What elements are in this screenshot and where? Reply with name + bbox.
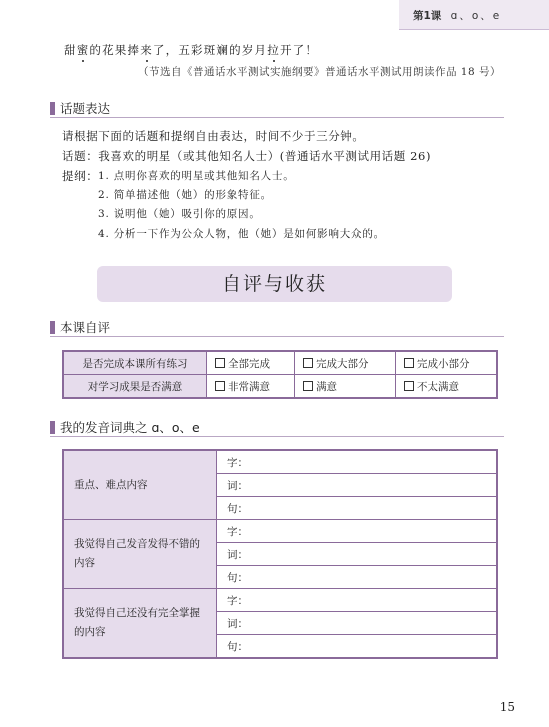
checkbox-icon[interactable] <box>215 381 225 391</box>
emphasis-dot-char: 蜜 <box>76 43 90 57</box>
passage-source: （节选自《普通话水平测试实施纲要》普通话水平测试用朗读作品 18 号） <box>137 66 501 78</box>
lesson-finals: ɑ、o、e <box>450 10 502 22</box>
dictionary-category: 重点、难点内容 <box>63 450 217 520</box>
section-title-dictionary: 我的发音词典之 ɑ、o、e <box>50 420 504 437</box>
self-eval-table <box>62 350 498 399</box>
fill-in-field[interactable]: 词： <box>217 474 498 497</box>
checkbox-icon[interactable] <box>303 358 313 368</box>
checkbox-option[interactable]: 满意 <box>295 375 396 399</box>
table-row <box>63 520 497 543</box>
outline-label: 提纲： <box>62 169 99 183</box>
checkbox-icon[interactable] <box>404 358 414 368</box>
table-row <box>63 450 497 474</box>
checkbox-option[interactable]: 全部完成 <box>207 351 295 375</box>
section-marker <box>50 102 55 115</box>
dictionary-category: 我觉得自己发音发得不错的内容 <box>63 520 217 589</box>
fill-in-field[interactable]: 句： <box>217 566 498 589</box>
checkbox-icon[interactable] <box>303 381 313 391</box>
fill-in-field[interactable]: 字： <box>217 520 498 543</box>
topic-instruction: 请根据下面的话题和提纲自由表达，时间不少于三分钟。 <box>62 129 365 143</box>
fill-in-field[interactable]: 词： <box>217 612 498 635</box>
fill-in-field[interactable]: 句： <box>217 635 498 659</box>
lesson-number: 第1课 <box>413 10 442 22</box>
page-number: 15 <box>499 700 515 714</box>
checkbox-icon[interactable] <box>215 358 225 368</box>
checkbox-icon[interactable] <box>404 381 414 391</box>
section-banner: 自评与收获 <box>97 266 452 302</box>
topic-line: 话题：我喜欢的明星（或其他知名人士）(普通话水平测试用话题 26) <box>62 149 432 163</box>
emphasis-dot-char: 拉 <box>267 43 280 57</box>
fill-in-field[interactable]: 字： <box>217 589 498 612</box>
pronunciation-dictionary-table <box>62 449 498 659</box>
table-row <box>63 351 497 375</box>
emphasis-dot-char: 来 <box>140 43 153 57</box>
checkbox-option[interactable]: 不太满意 <box>395 375 497 399</box>
fill-in-field[interactable]: 字： <box>217 450 498 474</box>
eval-question: 对学习成果是否满意 <box>63 375 207 399</box>
running-head <box>399 0 549 30</box>
passage-closing-line: 甜蜜的花果捧来了，五彩斑斓的岁月拉开了！ <box>64 43 319 57</box>
outline-item: 2. 简单描述他（她）的形象特征。 <box>98 189 272 201</box>
checkbox-option[interactable]: 完成大部分 <box>295 351 396 375</box>
checkbox-option[interactable]: 非常满意 <box>207 375 295 399</box>
fill-in-field[interactable]: 句： <box>217 497 498 520</box>
section-title-self-eval: 本课自评 <box>50 320 504 337</box>
outline-item: 4. 分析一下作为公众人物，他（她）是如何影响大众的。 <box>98 228 385 240</box>
outline-item: 1. 点明你喜欢的明星或其他知名人士。 <box>98 170 295 182</box>
dictionary-category: 我觉得自己还没有完全掌握的内容 <box>63 589 217 659</box>
table-row <box>63 589 497 612</box>
checkbox-option[interactable]: 完成小部分 <box>395 351 497 375</box>
section-title-topic: 话题表达 <box>50 101 504 118</box>
table-row <box>63 375 497 399</box>
outline-item: 3. 说明他（她）吸引你的原因。 <box>98 208 261 220</box>
fill-in-field[interactable]: 词： <box>217 543 498 566</box>
section-marker <box>50 321 55 334</box>
section-marker <box>50 421 55 434</box>
eval-question: 是否完成本课所有练习 <box>63 351 207 375</box>
